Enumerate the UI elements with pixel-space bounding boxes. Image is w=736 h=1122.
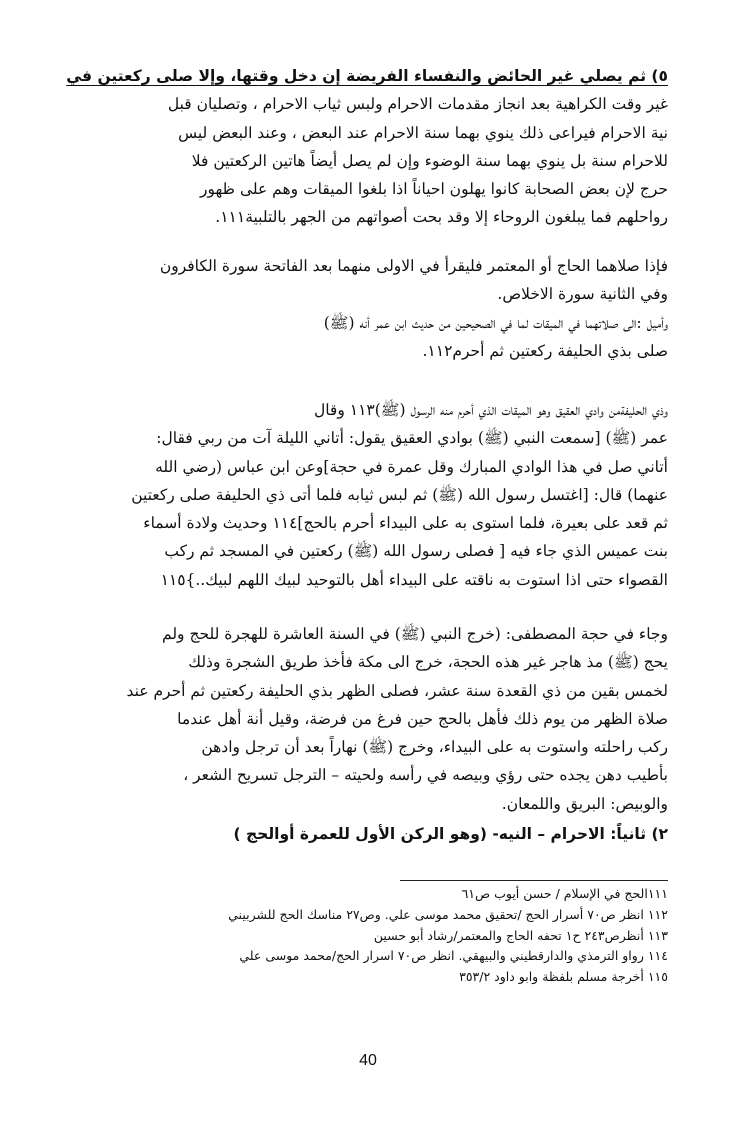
paragraph-line: فإذا صلاهما الحاج أو المعتمر فليقرأ في الاولى منهما بعد الفاتحة سورة الكافرون	[159, 257, 668, 275]
paragraph-line: وفي الثانية سورة الاخلاص.	[497, 285, 668, 304]
paragraph-line: أتاني صل في هذا الوادي المبارك وقل عمرة في حجة]وعن ابن عباس (رضي الله	[155, 457, 668, 476]
paragraph-line: لخمس بقين من ذي القعدة سنة عشر، فصلى الظهر بذي الحليفة ركعتين ثم أحرم عند	[126, 681, 668, 700]
paragraph-line: غير وقت الكراهية بعد انجاز مقدمات الاحرام ولبس ثياب الاحرام ، وتصليان قبل	[167, 95, 668, 114]
section-5-heading: ٥) ثم يصلي غير الحائض والنفساء الفريضة إن دخل وقتها، وإلا صلى ركعتين في	[66, 67, 668, 85]
footnote: ١١٣ أنظرص٢٤٣ ح١ تحفه الحاج والمعتمر/رشاد أبو حسين	[373, 927, 668, 943]
page-number: 40	[359, 1052, 377, 1069]
paragraph-line: حرج لإن بعض الصحابة كانوا يهلون احياناً اذا بلغوا الميقات وهم على ظهور	[200, 180, 668, 199]
paragraph-line: القصواء حتى اذا استوت به ناقته على البيداء أهل بالتوحيد لبيك اللهم لبيك..}١١٥	[160, 570, 668, 589]
footnote: ١١٤ رواو الترمذي والدارقطيني والبيهقي. انظر ص٧٠ اسرار الحج/محمد موسى علي	[239, 948, 668, 964]
paragraph-line: صلاة الظهر من يوم ذلك فأهل بالحج حين فرغ من فرضة، وقيل أنة أهل عندما	[177, 709, 668, 728]
paragraph-line: بأطيب دهن يجده حتى رؤي وبيصه في رأسه ولحيته – الترجل تسريح الشعر ،	[183, 766, 668, 785]
paragraph-line: والوبيص: البريق واللمعان.	[501, 794, 668, 813]
paragraph-line: وأميل :الى صلاتهما في الميقات لما في الصحيحين من حديث ابن عمر أنه (ﷺ)	[323, 313, 668, 332]
paragraph-line: رواحلهم فما يبلغون الروحاء إلا وقد بحت أصواتهم من الجهر بالتلبية١١١.	[215, 208, 668, 227]
paragraph-line: صلى بذي الحليفة ركعتين ثم أحرم١١٢.	[422, 341, 668, 360]
footnote: ١١١الحج في الإسلام / حسن أيوب ص٦١	[461, 886, 668, 901]
section-2-heading: ٢) ثانياً: الاحرام – النيه- (وهو الركن الأول للعمرة أوالحج )	[233, 825, 668, 843]
footnote: ١١٢ انظر ص٧٠ أسرار الحج /تحقيق محمد موسى علي. وص٢٧ مناسك الحج للشربيني	[228, 906, 668, 922]
paragraph-line: عنهما) قال: [اغتسل رسول الله (ﷺ) ثم لبس ثيابه فلما أتى ذي الحليفة صلى ركعتين	[131, 485, 668, 504]
footnotes	[64, 884, 668, 988]
paragraph-line: نية الاحرام فيراعى ذلك ينوي بهما سنة الاحرام عند البعض ، وعند البعض ليس	[178, 123, 668, 142]
paragraph-line: بنت عميس الذي جاء فيه [ فصلى رسول الله (ﷺ) ركعتين في المسجد ثم ركب	[164, 542, 668, 561]
section-5	[64, 62, 668, 232]
paragraph-prayer	[64, 252, 668, 365]
paragraph-line: ركب راحلته واستوت به على البيداء، وخرج (ﷺ) نهاراً بعد أن ترجل وادهن	[201, 738, 668, 757]
paragraph-hajj	[64, 620, 668, 818]
footnote: ١١٥ أخرجة مسلم بلفظة وابو داود ٣٥٣/٢	[459, 969, 668, 985]
paragraph-line: يحج (ﷺ) مذ هاجر غير هذه الحجة، خرج الى مكة فأخذ طريق الشجرة وذلك	[188, 653, 668, 672]
footnote-divider	[400, 880, 668, 881]
paragraph-line: للاحرام سنة بل ينوي بهما سنة الوضوء وإن لم يصل أيضاً هاتين الركعتين فلا	[191, 151, 668, 170]
paragraph-line: وجاء في حجة المصطفى: (خرج النبي (ﷺ) في السنة العاشرة للهجرة للحج ولم	[162, 625, 668, 643]
paragraph-dhul-hulayfa	[64, 396, 668, 594]
paragraph-line: عمر (ﷺ) [سمعت النبي (ﷺ) بوادي العقيق يقول: أتاني الليلة آت من ربي فقال:	[156, 429, 668, 448]
paragraph-line: وذي الحليفةمن وادي العقيق وهو الميقات الذي أحرم منه الرسول (ﷺ)١١٣ وقال	[313, 401, 668, 419]
paragraph-line: ثم قعد على بعيرة، فلما استوى به على البيداء أحرم بالحج]١١٤ وحديث ولادة أسماء	[143, 514, 668, 533]
